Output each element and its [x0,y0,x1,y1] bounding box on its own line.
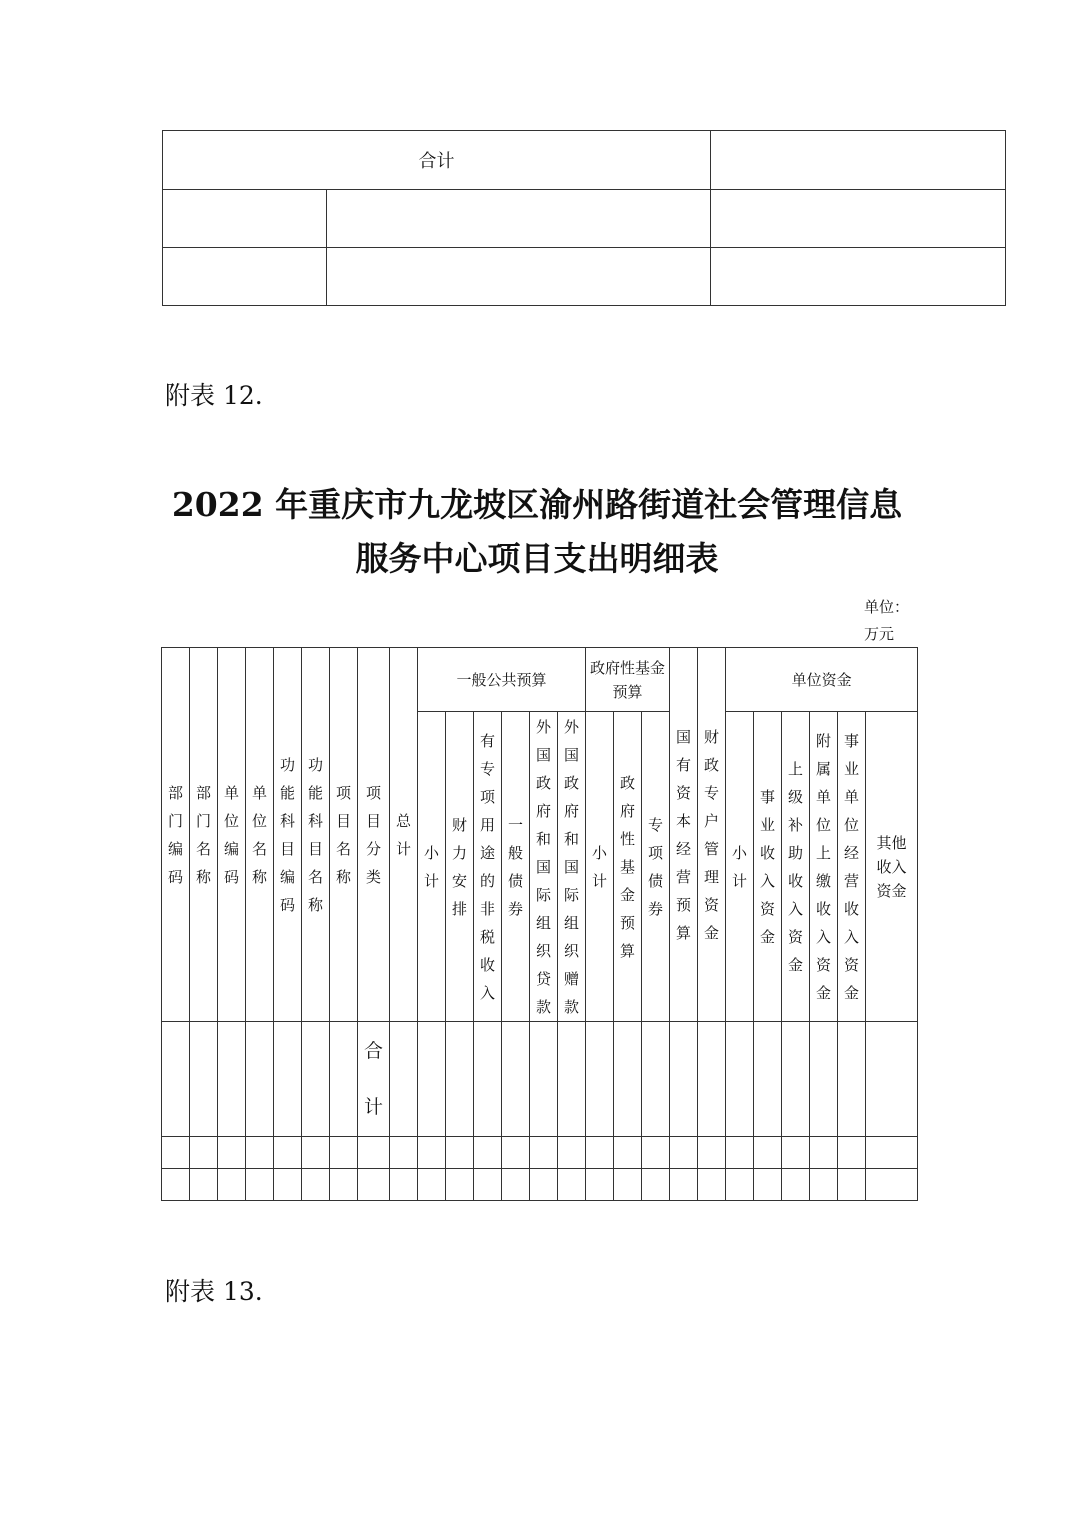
header-unit-name: 单位名称 [246,648,274,1022]
header-project-name: 项目名称 [330,648,358,1022]
header-project-class: 项目分类 [358,648,390,1022]
header-fiscal-special: 财政专户管理资金 [698,648,726,1022]
header-gb-nontax: 有专项用途的非税收入 [474,712,502,1022]
table12-caption: 附表 12. [165,381,263,410]
header-uf-subtotal: 小计 [726,712,754,1022]
table-row [162,1137,918,1169]
header-func-name: 功能科目名称 [302,648,330,1022]
header-grand-total: 总计 [390,648,418,1022]
header-gb-subtotal: 小计 [418,712,446,1022]
header-gf-budget: 政府性基金预算 [614,712,642,1022]
header-dept-name: 部门名称 [190,648,218,1022]
summary-total-label: 合计 [163,131,711,190]
summary-total-value [711,131,1006,190]
header-gb-bond: 一般债券 [502,712,530,1022]
unit-label [864,594,914,648]
summary-cell [327,190,711,248]
table-row-total [162,1022,918,1137]
header-dept-code: 部门编码 [162,648,190,1022]
table-row [162,1169,918,1201]
summary-table [162,130,1006,306]
summary-cell [163,248,327,306]
header-unit-funds: 单位资金 [726,648,918,712]
header-func-code: 功能科目编码 [274,648,302,1022]
header-uf-business: 事业收入资金 [754,712,782,1022]
header-state-capital: 国有资本经营预算 [670,648,698,1022]
unit-line-1: 单位： [864,598,910,616]
title-line-1: 2022 年重庆市九龙坡区渝州路街道社会管理信息 [171,485,903,524]
header-gb-fiscal: 财力安排 [446,712,474,1022]
summary-cell [711,248,1006,306]
header-gb-foreign-grant: 外国政府和国际组织赠款 [558,712,586,1022]
header-gb-foreign-loan: 外国政府和国际组织贷款 [530,712,558,1022]
header-gf-bond: 专项债券 [642,712,670,1022]
header-general-budget: 一般公共预算 [418,648,586,712]
summary-cell [711,190,1006,248]
summary-cell [163,190,327,248]
header-uf-affiliated: 附属单位上缴收入资金 [810,712,838,1022]
project-expense-table [161,647,918,1201]
header-uf-other: 其他收入资金 [866,712,918,1022]
header-unit-code: 单位编码 [218,648,246,1022]
title-line-2: 服务中心项目支出明细表 [355,539,719,578]
header-gf-subtotal: 小计 [586,712,614,1022]
summary-cell [327,248,711,306]
table13-caption: 附表 13. [165,1277,263,1306]
document-title [100,478,974,586]
unit-line-2: 万元 [864,625,895,643]
header-gov-fund-budget: 政府性基金预算 [586,648,670,712]
total-label: 合计 [358,1022,390,1137]
header-uf-superior: 上级补助收入资金 [782,712,810,1022]
header-uf-operation: 事业单位经营收入资金 [838,712,866,1022]
